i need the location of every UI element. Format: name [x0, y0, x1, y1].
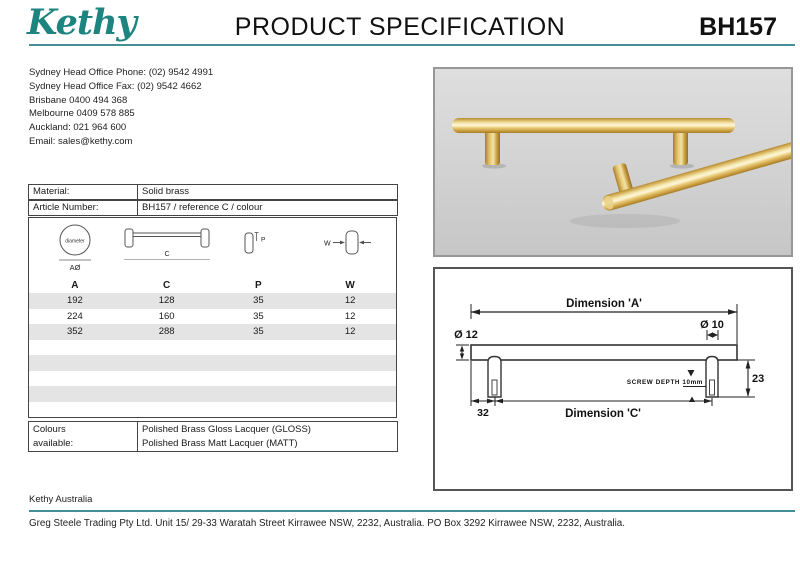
contact-line: Auckland: 021 964 600	[29, 122, 127, 134]
article-label: Article Number:	[29, 201, 138, 215]
product-photo-image	[435, 69, 791, 255]
column-header-p: P	[255, 280, 262, 291]
product-code: BH157	[699, 13, 777, 41]
colour-option: Polished Brass Gloss Lacquer (GLOSS)	[142, 424, 311, 435]
material-label: Material:	[29, 185, 138, 199]
article-value: BH157 / reference C / colour	[142, 202, 263, 213]
table-row	[29, 309, 396, 325]
column-header-w: W	[345, 280, 355, 291]
table-row	[29, 293, 396, 309]
diameter-icon-label: AØ	[69, 263, 81, 272]
empty-row	[29, 402, 396, 418]
projection-icon	[236, 219, 280, 277]
page-title: PRODUCT SPECIFICATION	[234, 13, 566, 41]
cell: 35	[253, 326, 264, 337]
column-header-a: A	[71, 280, 79, 291]
contact-block	[29, 66, 213, 149]
table-header-row	[29, 278, 396, 293]
cell: 128	[158, 295, 175, 306]
dimension-table	[28, 217, 397, 418]
empty-row	[29, 371, 396, 387]
material-value: Solid brass	[142, 186, 189, 197]
post-height-label: 23	[752, 373, 765, 385]
contact-line: Sydney Head Office Phone: (02) 9542 4991	[29, 67, 214, 78]
length-icon-label: C	[164, 251, 170, 258]
dimension-icon-strip	[29, 218, 396, 278]
footer-company: Kethy Australia	[29, 494, 93, 505]
dimension-a-label: Dimension 'A'	[566, 298, 642, 310]
footer-rule	[29, 510, 795, 512]
contact-line: Brisbane 0400 494 368	[29, 94, 128, 106]
material-row	[28, 184, 398, 200]
cell: 35	[253, 295, 264, 306]
technical-drawing	[433, 267, 793, 491]
cell: 352	[66, 326, 83, 337]
bar-diameter-label: Ø 12	[454, 329, 478, 341]
screw-hole	[492, 380, 497, 395]
colours-label	[29, 422, 138, 451]
width-icon	[318, 219, 382, 277]
colours-row	[28, 421, 398, 452]
screw-hole	[710, 380, 715, 395]
width-icon-label: W	[324, 240, 331, 248]
empty-row	[29, 386, 396, 402]
dimension-c-label: Dimension 'C'	[565, 408, 641, 420]
screw-depth-label: SCREW DEPTH 10mm	[626, 379, 703, 386]
length-icon	[122, 219, 212, 277]
brass-handle-front	[452, 118, 735, 133]
technical-drawing-svg	[435, 269, 791, 489]
projection-icon-label: P	[261, 236, 266, 244]
cell: 12	[344, 295, 356, 306]
end-offset-label: 32	[477, 407, 489, 419]
table-row	[29, 324, 396, 340]
colours-label-line: Colours	[33, 424, 66, 435]
cell: 192	[66, 295, 83, 306]
cell: 160	[158, 310, 175, 322]
contact-line: Melbourne 0409 578 885	[29, 108, 135, 120]
colours-label-line: available:	[33, 438, 74, 449]
kethy-logo: Kethy	[27, 2, 136, 43]
diameter-icon	[44, 219, 106, 277]
handle-bar-outline	[471, 345, 737, 360]
article-row	[28, 200, 398, 216]
post-diameter-label: Ø 10	[700, 319, 724, 331]
cell: 224	[66, 310, 83, 322]
product-photo	[433, 67, 793, 257]
footer-address: Greg Steele Trading Pty Ltd. Unit 15/ 29-33 Waratah Street Kirrawee NSW, 2232, Australia. PO Box 3292 Kirrawee NSW, 2232, Australia.	[29, 518, 625, 529]
colours-values	[138, 422, 397, 451]
contact-line: Sydney Head Office Fax: (02) 9542 4662	[29, 80, 202, 92]
colour-option: Polished Brass Matt Lacquer (MATT)	[142, 438, 298, 449]
cell: 35	[253, 310, 264, 322]
cell: 12	[344, 310, 356, 322]
empty-row	[29, 355, 396, 371]
contact-line: Email: sales@kethy.com	[29, 135, 133, 147]
header-rule	[29, 44, 795, 46]
column-header-c: C	[163, 280, 171, 291]
empty-row	[29, 340, 396, 356]
cell: 288	[158, 326, 175, 337]
diameter-icon-inner: diameter	[65, 238, 85, 245]
cell: 12	[344, 326, 356, 337]
